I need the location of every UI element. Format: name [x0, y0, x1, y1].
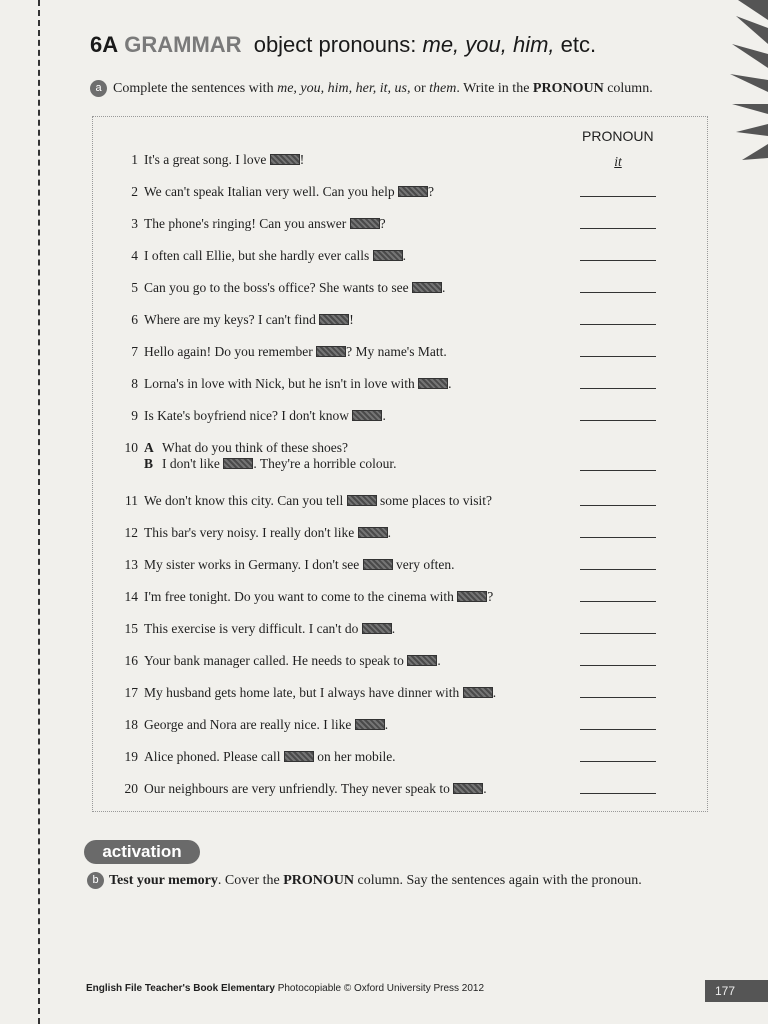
sentence-end: some places to visit? [376, 493, 493, 508]
sentence-start: This exercise is very difficult. I can't do [144, 621, 362, 636]
sentence-start: This bar's very noisy. I really don't like [144, 525, 358, 540]
exercise-item [112, 344, 447, 360]
answer-line [580, 601, 656, 602]
exercise-item [112, 653, 441, 669]
sentence-end: . They're a horrible colour. [253, 456, 397, 471]
exercise-item [112, 408, 386, 424]
sentence-start: Alice phoned. Please call [144, 749, 284, 764]
sentence-start: George and Nora are really nice. I like [144, 717, 355, 732]
exercise-item [112, 525, 391, 541]
sentence-end: ? My name's Matt. [346, 344, 447, 359]
item-number: 2 [131, 184, 138, 199]
sentence-end: . [387, 525, 391, 540]
instruction-b: b Test your memory. Cover the PRONOUN column. Say the sentences again with the pronoun. [87, 872, 647, 889]
item-number: 17 [124, 685, 138, 700]
blank-gap [350, 218, 380, 229]
item-number: 12 [124, 525, 138, 540]
answer-line [580, 761, 656, 762]
sentence-end: ! [299, 152, 305, 167]
answer-line [580, 633, 656, 634]
exercise-item [112, 440, 396, 472]
exercise-item [112, 248, 406, 264]
blank-gap [362, 623, 392, 634]
blank-gap [355, 719, 385, 730]
blank-gap [457, 591, 487, 602]
decorative-rays [728, 0, 768, 172]
exercise-badge-b: b [87, 872, 104, 889]
item-number: 15 [124, 621, 138, 636]
topic-examples: me, you, him, [422, 32, 555, 57]
sentence-start: Your bank manager called. He needs to speak to [144, 653, 408, 668]
exercise-item [112, 781, 487, 797]
answer-line [580, 324, 656, 325]
item-number: 6 [131, 312, 138, 327]
item-number: 10 [124, 440, 138, 455]
grammar-label: GRAMMAR [124, 32, 242, 57]
pronoun-column-header: PRONOUN [582, 128, 654, 144]
answer-line [580, 260, 656, 261]
answer-line [580, 292, 656, 293]
answer-line [580, 228, 656, 229]
item-number: 7 [131, 344, 138, 359]
item-number: 14 [124, 589, 138, 604]
instruction-a: a Complete the sentences with me, you, him, her, it, us, or them. Write in the PRONOUN column. [90, 80, 653, 97]
item-number: 1 [131, 152, 138, 167]
blank-gap [373, 250, 403, 261]
sentence-start: I don't like [162, 456, 224, 471]
item-number: 16 [124, 653, 138, 668]
sentence-end: ? [487, 589, 494, 604]
answer-line [580, 697, 656, 698]
sentence-end: . [483, 781, 487, 796]
answer-example: it [614, 154, 622, 169]
item-number: 5 [131, 280, 138, 295]
exercise-item [112, 376, 451, 392]
sentence-end: . [492, 685, 497, 700]
sentence-end: ? [428, 184, 435, 199]
sentence-start: Where are my keys? I can't find [144, 312, 320, 327]
blank-gap [363, 559, 393, 570]
lesson-code: 6A [90, 32, 119, 57]
answer-line [580, 729, 656, 730]
speaker-label: A [144, 440, 154, 455]
blank-gap [319, 314, 349, 325]
exercise-item [112, 493, 492, 509]
item-number: 11 [125, 493, 138, 508]
exercise-badge-a: a [90, 80, 107, 97]
blank-gap [418, 378, 448, 389]
item-number: 18 [124, 717, 138, 732]
dialogue-line: What do you think of these shoes? [162, 440, 348, 455]
sentence-start: We can't speak Italian very well. Can you help [144, 184, 399, 199]
blank-gap [453, 783, 483, 794]
answer-line [580, 793, 656, 794]
exercise-item [112, 749, 396, 765]
answer-line [580, 356, 656, 357]
blank-gap [270, 154, 300, 165]
item-number: 3 [131, 216, 138, 231]
sentence-end: very often. [392, 557, 455, 572]
item-number: 4 [131, 248, 138, 263]
item-number: 19 [124, 749, 138, 764]
answer-line [580, 569, 656, 570]
answer-line [580, 420, 656, 421]
sentence-start: Is Kate's boyfriend nice? I don't know [144, 408, 353, 423]
sentence-end: . [402, 248, 407, 263]
sentence-start: It's a great song. I love [144, 152, 270, 167]
sentence-start: My sister works in Germany. I don't see [144, 557, 363, 572]
sentence-start: I'm free tonight. Do you want to come to the cinema with [144, 589, 458, 604]
page-number: 177 [705, 980, 768, 1002]
blank-gap [223, 458, 253, 469]
footer-credit: English File Teacher's Book Elementary Photocopiable © Oxford University Press 2012 [86, 983, 485, 994]
exercise-item [112, 717, 388, 733]
exercise-item [112, 280, 445, 296]
answer-line [580, 505, 656, 506]
page-title [90, 32, 596, 58]
sentence-start: We don't know this city. Can you tell [144, 493, 347, 508]
answer-line [580, 196, 656, 197]
sentence-start: I often call Ellie, but she hardly ever calls [144, 248, 373, 263]
exercise-item [112, 216, 386, 232]
blank-gap [358, 527, 388, 538]
sentence-start: Our neighbours are very unfriendly. They never speak to [144, 781, 454, 796]
sentence-end: . [448, 376, 452, 391]
exercise-item [112, 621, 395, 637]
item-number: 8 [131, 376, 138, 391]
blank-gap [412, 282, 442, 293]
sentence-end: . [391, 621, 396, 636]
exercise-item [112, 557, 455, 573]
blank-gap [352, 410, 382, 421]
item-number: 9 [131, 408, 138, 423]
sentence-start: Hello again! Do you remember [144, 344, 317, 359]
topic-etc: etc. [560, 32, 597, 57]
blank-gap [463, 687, 493, 698]
item-number: 13 [124, 557, 138, 572]
sentence-end: . [382, 408, 386, 423]
sentence-end: ? [379, 216, 386, 231]
answer-line [580, 537, 656, 538]
sentence-end: . [442, 280, 446, 295]
exercise-item [112, 589, 493, 605]
item-number: 20 [124, 781, 138, 796]
blank-gap [347, 495, 377, 506]
sentence-start: Lorna's in love with Nick, but he isn't in love with [144, 376, 419, 391]
exercise-item [112, 685, 496, 701]
topic: object pronouns: [253, 32, 417, 57]
sentence-end: on her mobile. [313, 749, 396, 764]
activation-label: activation [84, 840, 200, 864]
sentence-end: . [437, 653, 441, 668]
speaker-label: B [144, 456, 154, 471]
sentence-end: ! [349, 312, 354, 327]
sentence-end: . [384, 717, 389, 732]
answer-line [580, 665, 656, 666]
blank-gap [398, 186, 428, 197]
exercise-item [112, 184, 434, 200]
blank-gap [407, 655, 437, 666]
exercise-item [112, 312, 354, 328]
sentence-start: Can you go to the boss's office? She wants to see [144, 280, 413, 295]
exercise-item [112, 152, 304, 168]
sentence-start: My husband gets home late, but I always have dinner with [144, 685, 463, 700]
sentence-start: The phone's ringing! Can you answer [144, 216, 350, 231]
answer-line [580, 388, 656, 389]
answer-line [580, 470, 656, 471]
blank-gap [316, 346, 346, 357]
cut-line [38, 0, 40, 1024]
blank-gap [284, 751, 314, 762]
